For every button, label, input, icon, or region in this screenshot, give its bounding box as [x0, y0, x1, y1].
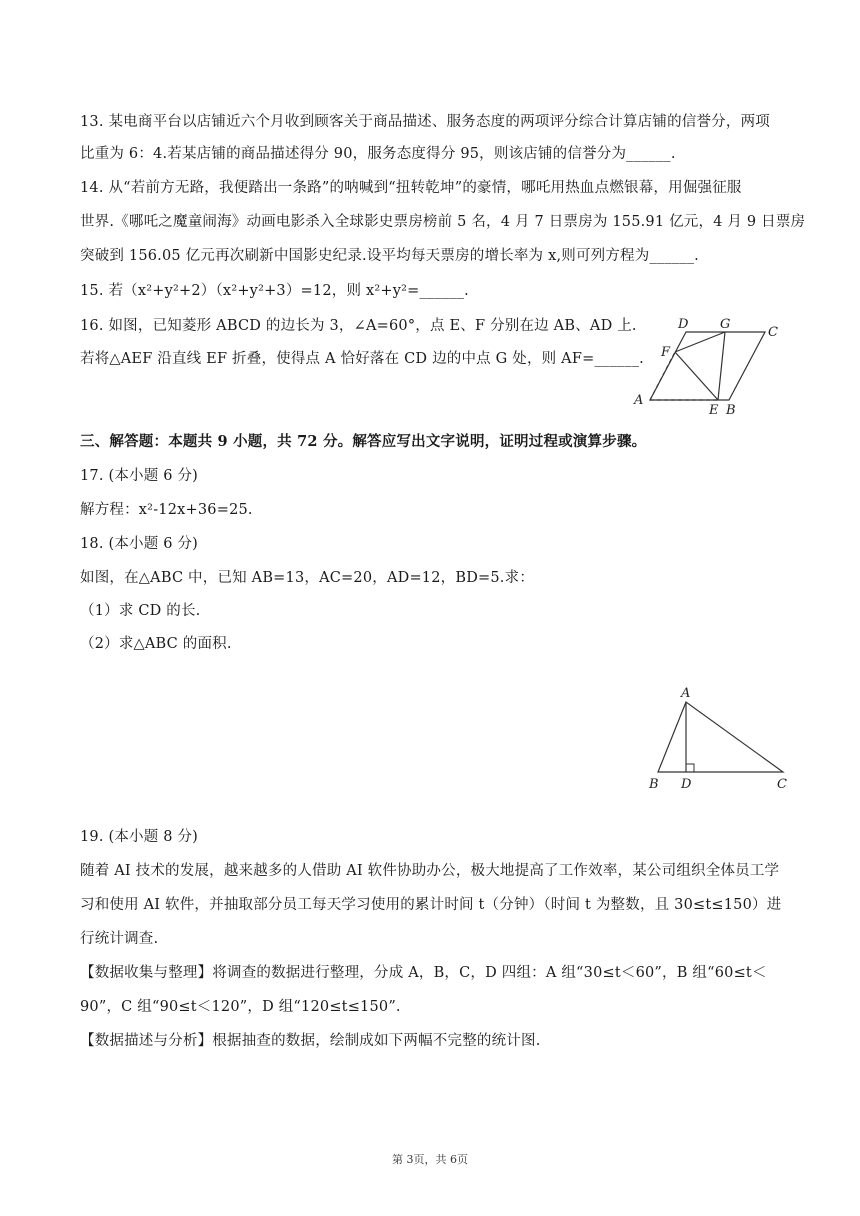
q15-line: 15. 若（x²+y²+2）（x²+y²+3）=12，则 x²+y²=______.	[80, 283, 469, 299]
q13-line-1: 13. 某电商平台以店铺近六个月收到顾客关于商品描述、服务态度的两项评分综合计算店铺的信誉分，两项	[80, 114, 770, 130]
q19-line-6: 【数据描述与分析】根据抽查的数据，绘制成如下两幅不完整的统计图.	[80, 1033, 541, 1049]
q18-heading: 18. (本小题 6 分)	[80, 536, 199, 552]
fig18-label-d: D	[681, 777, 692, 792]
q14-line-3: 突破到 156.05 亿元再次刷新中国影史纪录.设平均每天票房的增长率为 x,则可列方程为______.	[80, 248, 699, 264]
fig18-label-a: A	[681, 686, 691, 701]
figure-16-rhombus	[630, 310, 790, 420]
fig16-label-e: E	[709, 403, 719, 418]
fig18-label-b: B	[649, 777, 659, 792]
fig16-label-g: G	[720, 317, 731, 332]
q14-line-2: 世界.《哪吒之魔童闹海》动画电影杀入全球影史票房榜前 5 名，4 月 7 日票房为 155.91 亿元，4 月 9 日票房	[80, 214, 806, 230]
fig16-label-b: B	[726, 403, 736, 418]
q17-body: 解方程：x²-12x+36=25.	[80, 502, 253, 518]
q16-line-1: 16. 如图，已知菱形 ABCD 的边长为 3，∠A=60°，点 E、F 分别在边 AB、AD 上.	[80, 318, 637, 334]
q18-part-1: （1）求 CD 的长.	[80, 603, 201, 619]
q19-line-3: 行统计调查.	[80, 931, 159, 947]
figure-18-triangle	[640, 682, 800, 794]
q19-line-5: 90”，C 组“90≤t＜120”，D 组“120≤t≤150”.	[80, 999, 401, 1015]
fig18-label-c: C	[777, 777, 787, 792]
fig16-label-c: C	[768, 325, 778, 340]
fig16-label-f: F	[661, 345, 671, 360]
section-3-heading: 三、解答题：本题共 9 小题，共 72 分。解答应写出文字说明，证明过程或演算步骤。	[80, 433, 647, 450]
q13-line-2: 比重为 6：4.若某店铺的商品描述得分 90，服务态度得分 95，则该店铺的信誉分为______.	[80, 146, 676, 162]
fig16-label-d: D	[678, 317, 689, 332]
q14-line-1: 14. 从“若前方无路，我便踏出一条路”的呐喊到“扭转乾坤”的豪情，哪吒用热血点燃银幕，用倔强征服	[80, 180, 742, 196]
q19-heading: 19. (本小题 8 分)	[80, 829, 199, 845]
q19-line-2: 习和使用 AI 软件，并抽取部分员工每天学习使用的累计时间 t（分钟）（时间 t 为整数，且 30≤t≤150）进	[80, 897, 782, 913]
fig16-label-a: A	[634, 393, 644, 408]
page-footer: 第 3页，共 6页	[392, 1153, 468, 1166]
q19-line-4: 【数据收集与整理】将调查的数据进行整理，分成 A，B，C，D 四组：A 组“30≤t＜60”，B 组“60≤t＜	[80, 965, 767, 981]
q17-heading: 17. (本小题 6 分)	[80, 468, 199, 484]
q19-line-1: 随着 AI 技术的发展，越来越多的人借助 AI 软件协助办公，极大地提高了工作效率，某公司组织全体员工学	[80, 863, 780, 879]
q16-line-2: 若将△AEF 沿直线 EF 折叠，使得点 A 恰好落在 CD 边的中点 G 处，则 AF=______.	[80, 351, 644, 367]
q18-body: 如图，在△ABC 中，已知 AB=13，AC=20，AD=12，BD=5.求：	[80, 570, 535, 586]
q18-part-2: （2）求△ABC 的面积.	[80, 636, 232, 652]
